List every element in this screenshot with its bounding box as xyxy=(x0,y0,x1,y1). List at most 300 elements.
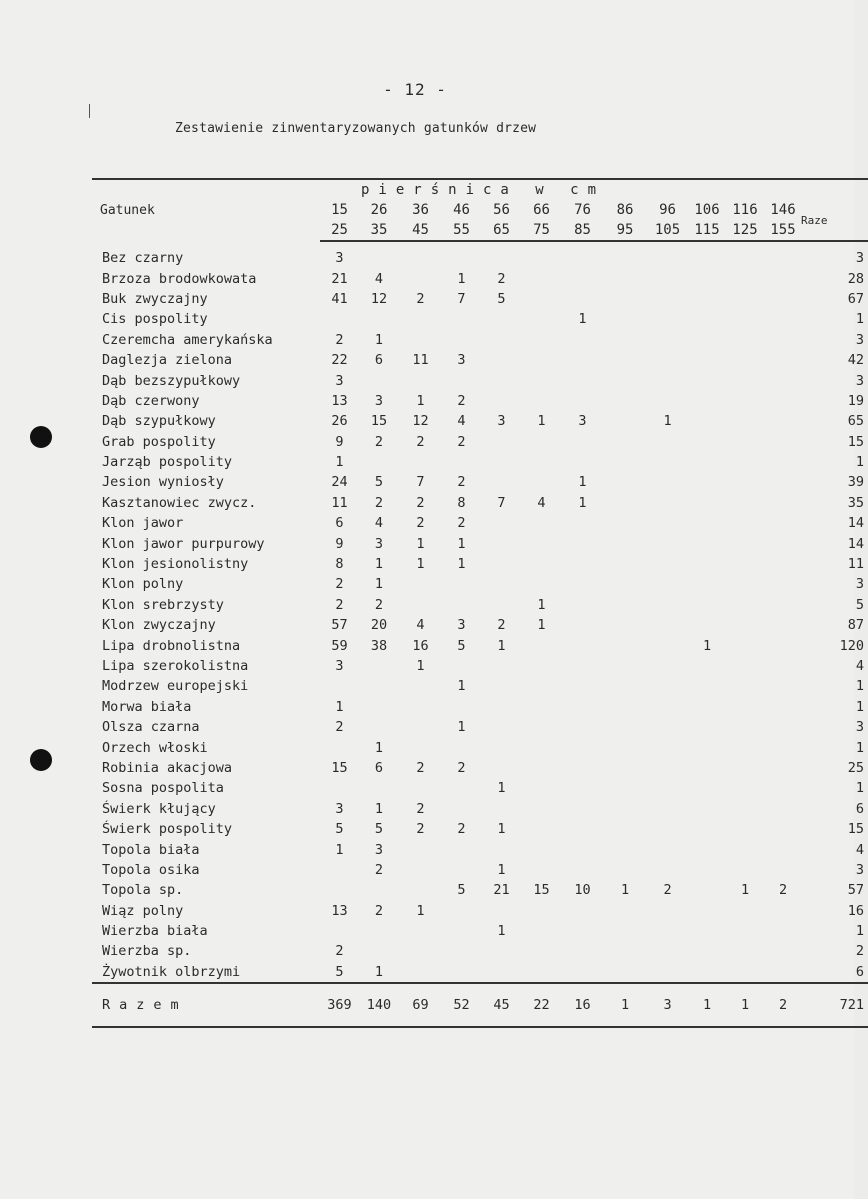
table-row xyxy=(92,697,868,717)
species-name: Klon polny xyxy=(102,576,184,593)
count-cell xyxy=(604,350,646,370)
table-row xyxy=(92,799,868,819)
count-cell xyxy=(522,513,561,533)
count-cell xyxy=(561,391,604,411)
row-total: 67 xyxy=(847,290,865,307)
count-cell xyxy=(399,962,442,983)
count-cell xyxy=(561,350,604,370)
count-cell xyxy=(442,656,481,676)
count-cell: 2 xyxy=(335,576,344,593)
row-total: 3 xyxy=(855,331,865,348)
count-cell xyxy=(725,411,765,431)
count-cell: 2 xyxy=(663,882,672,899)
count-cell: 5 xyxy=(374,821,384,838)
count-cell: 3 xyxy=(374,841,384,858)
count-cell: 1 xyxy=(578,311,587,328)
count-cell xyxy=(399,595,442,615)
count-cell: 5 xyxy=(457,637,466,654)
count-cell xyxy=(481,839,522,859)
count-cell xyxy=(604,656,646,676)
count-cell xyxy=(765,289,801,309)
count-cell: 5 xyxy=(457,882,466,899)
species-name: Bez czarny xyxy=(102,249,184,266)
count-cell xyxy=(442,778,481,798)
count-cell xyxy=(725,309,765,329)
count-cell xyxy=(646,289,689,309)
count-cell xyxy=(320,778,359,798)
count-cell xyxy=(522,309,561,329)
sum-cell: 1 xyxy=(604,983,646,1027)
row-total: 6 xyxy=(801,962,868,983)
count-cell xyxy=(689,309,725,329)
count-cell xyxy=(604,289,646,309)
row-total: 14 xyxy=(847,515,865,532)
row-total: 6 xyxy=(855,800,865,817)
count-cell xyxy=(646,778,689,798)
count-cell xyxy=(725,241,765,268)
species-name: Brzoza brodowkowata xyxy=(102,270,257,287)
row-total: 11 xyxy=(847,556,865,573)
count-cell xyxy=(689,758,725,778)
count-cell: 2 xyxy=(335,596,344,613)
count-cell: 10 xyxy=(574,882,591,899)
count-cell xyxy=(442,921,481,941)
count-cell: 3 xyxy=(457,617,466,634)
count-cell xyxy=(561,330,604,350)
species-name: Lipa szerokolistna xyxy=(102,658,249,674)
count-cell xyxy=(646,533,689,553)
count-cell xyxy=(522,839,561,859)
table-row xyxy=(92,330,868,350)
species-name: Dąb bezszypułkowy xyxy=(102,372,241,389)
count-cell: 1 xyxy=(374,576,384,593)
margin-mark xyxy=(89,104,90,118)
count-cell xyxy=(725,615,765,635)
count-cell xyxy=(481,472,522,492)
count-cell xyxy=(646,717,689,737)
count-cell: 1 xyxy=(497,637,506,654)
count-cell xyxy=(646,962,689,983)
count-cell xyxy=(689,452,725,472)
species-name: Daglezja zielona xyxy=(102,352,233,369)
count-cell xyxy=(725,370,765,390)
table-row xyxy=(92,860,868,880)
count-cell xyxy=(765,717,801,737)
count-cell: 2 xyxy=(374,902,384,919)
class-range-to: 35 xyxy=(370,222,388,238)
count-cell xyxy=(359,921,399,941)
diameter-class-header xyxy=(442,200,481,241)
count-cell: 1 xyxy=(620,882,630,899)
row-total: 5 xyxy=(855,596,865,613)
count-cell: 2 xyxy=(374,494,384,511)
class-range-from: 106 xyxy=(694,202,720,218)
count-cell: 1 xyxy=(457,678,466,695)
count-cell xyxy=(320,921,359,941)
row-total: 35 xyxy=(847,494,865,511)
count-cell xyxy=(646,513,689,533)
count-cell xyxy=(765,778,801,798)
count-cell xyxy=(646,309,689,329)
count-cell xyxy=(522,962,561,983)
count-cell xyxy=(725,554,765,574)
count-cell xyxy=(689,289,725,309)
count-cell xyxy=(725,289,765,309)
table-row xyxy=(92,737,868,757)
count-cell xyxy=(481,533,522,553)
count-cell xyxy=(646,432,689,452)
count-cell xyxy=(689,921,725,941)
table-row xyxy=(92,241,868,268)
count-cell xyxy=(442,574,481,594)
table-row xyxy=(92,411,868,431)
count-cell: 4 xyxy=(374,270,384,287)
count-cell xyxy=(442,860,481,880)
diameter-class-header xyxy=(689,200,725,241)
count-cell: 15 xyxy=(331,759,348,776)
table-row xyxy=(92,350,868,370)
count-cell xyxy=(689,676,725,696)
count-cell xyxy=(481,717,522,737)
count-cell xyxy=(765,391,801,411)
count-cell xyxy=(561,595,604,615)
diameter-class-header xyxy=(399,200,442,241)
row-total: 4 xyxy=(855,658,865,674)
count-cell xyxy=(359,941,399,961)
count-cell xyxy=(725,472,765,492)
count-cell xyxy=(399,697,442,717)
count-cell: 2 xyxy=(374,861,384,878)
sum-cell: 2 xyxy=(765,983,801,1027)
count-cell xyxy=(765,268,801,288)
count-cell: 9 xyxy=(335,535,344,552)
count-cell xyxy=(561,737,604,757)
count-cell xyxy=(646,799,689,819)
count-cell xyxy=(689,901,725,921)
table-row xyxy=(92,758,868,778)
count-cell xyxy=(689,860,725,880)
count-cell xyxy=(646,493,689,513)
count-cell xyxy=(725,962,765,983)
count-cell: 1 xyxy=(663,413,672,430)
count-cell xyxy=(561,574,604,594)
count-cell xyxy=(646,819,689,839)
species-name: Kasztanowiec zwycz. xyxy=(102,494,257,511)
count-cell xyxy=(359,676,399,696)
count-cell xyxy=(522,350,561,370)
count-cell: 3 xyxy=(457,352,466,369)
table-row xyxy=(92,554,868,574)
count-cell xyxy=(725,656,765,676)
sum-cell: 1 xyxy=(689,983,725,1027)
count-cell: 21 xyxy=(331,270,348,287)
count-cell xyxy=(522,391,561,411)
count-cell xyxy=(604,615,646,635)
row-total: 1 xyxy=(855,678,865,695)
count-cell xyxy=(765,411,801,431)
count-cell xyxy=(689,737,725,757)
count-cell xyxy=(604,493,646,513)
count-cell: 3 xyxy=(497,413,506,430)
sum-cell: 1 xyxy=(725,983,765,1027)
count-cell xyxy=(481,370,522,390)
count-cell xyxy=(725,921,765,941)
count-cell xyxy=(561,533,604,553)
count-cell xyxy=(561,432,604,452)
table-row xyxy=(92,962,868,983)
count-cell xyxy=(765,839,801,859)
count-cell xyxy=(604,901,646,921)
count-cell xyxy=(399,717,442,737)
class-range-from: 146 xyxy=(770,202,796,218)
count-cell xyxy=(765,941,801,961)
count-cell xyxy=(725,717,765,737)
row-total: 87 xyxy=(847,617,865,634)
count-cell xyxy=(561,656,604,676)
count-cell xyxy=(725,432,765,452)
count-cell xyxy=(646,676,689,696)
count-cell xyxy=(320,860,359,880)
count-cell: 15 xyxy=(370,413,388,430)
species-name: Wierzba biała xyxy=(102,923,208,940)
count-cell xyxy=(765,737,801,757)
species-name: Wiąz polny xyxy=(102,902,184,919)
count-cell: 1 xyxy=(416,902,425,919)
species-name: Modrzew europejski xyxy=(102,678,249,695)
count-cell xyxy=(481,513,522,533)
count-cell: 4 xyxy=(537,494,546,511)
page-number: - 12 - xyxy=(383,80,447,99)
species-name: Robinia akacjowa xyxy=(102,759,233,776)
count-cell xyxy=(359,697,399,717)
count-cell xyxy=(481,554,522,574)
grand-total: 721 xyxy=(801,983,868,1027)
count-cell xyxy=(725,901,765,921)
count-cell xyxy=(359,778,399,798)
count-cell xyxy=(646,472,689,492)
count-cell: 7 xyxy=(416,474,425,491)
class-range-to: 75 xyxy=(533,222,550,238)
table-row xyxy=(92,595,868,615)
count-cell xyxy=(442,241,481,268)
count-cell xyxy=(561,941,604,961)
count-cell xyxy=(646,656,689,676)
class-range-to: 85 xyxy=(574,222,591,238)
count-cell xyxy=(522,921,561,941)
sum-cell: 22 xyxy=(522,983,561,1027)
count-cell xyxy=(765,370,801,390)
count-cell xyxy=(689,411,725,431)
count-cell xyxy=(604,574,646,594)
count-cell xyxy=(604,778,646,798)
count-cell: 2 xyxy=(457,474,466,491)
diameter-class-header xyxy=(320,200,359,241)
count-cell xyxy=(399,941,442,961)
count-cell xyxy=(522,330,561,350)
species-name: Topola sp. xyxy=(102,882,184,899)
count-cell xyxy=(765,799,801,819)
count-cell xyxy=(481,350,522,370)
count-cell xyxy=(561,615,604,635)
count-cell xyxy=(765,452,801,472)
count-cell xyxy=(604,513,646,533)
count-cell xyxy=(481,758,522,778)
count-cell xyxy=(689,799,725,819)
count-cell: 6 xyxy=(374,759,384,776)
count-cell xyxy=(442,962,481,983)
count-cell xyxy=(522,289,561,309)
count-cell xyxy=(522,472,561,492)
punch-hole xyxy=(30,749,52,771)
count-cell xyxy=(725,778,765,798)
count-cell xyxy=(442,737,481,757)
count-cell: 3 xyxy=(335,658,344,674)
count-cell xyxy=(725,574,765,594)
table-row xyxy=(92,676,868,696)
diameter-unit-label: pierśnica w cm xyxy=(320,179,646,200)
count-cell xyxy=(442,595,481,615)
count-cell xyxy=(646,941,689,961)
table-row xyxy=(92,268,868,288)
count-cell xyxy=(765,595,801,615)
row-total: 1 xyxy=(855,311,865,328)
diameter-class-header xyxy=(561,200,604,241)
count-cell xyxy=(522,697,561,717)
count-cell xyxy=(399,370,442,390)
count-cell xyxy=(689,370,725,390)
count-cell xyxy=(689,241,725,268)
count-cell xyxy=(725,452,765,472)
count-cell xyxy=(522,241,561,268)
count-cell xyxy=(725,350,765,370)
count-cell xyxy=(522,758,561,778)
count-cell xyxy=(646,635,689,655)
count-cell: 2 xyxy=(497,617,506,634)
count-cell: 2 xyxy=(457,821,466,838)
count-cell xyxy=(561,268,604,288)
count-cell xyxy=(442,799,481,819)
count-cell xyxy=(320,737,359,757)
count-cell xyxy=(561,819,604,839)
count-cell xyxy=(689,574,725,594)
sum-label: Razem xyxy=(92,983,320,1027)
row-total: 1 xyxy=(855,739,865,756)
count-cell: 6 xyxy=(335,515,344,532)
count-cell xyxy=(646,615,689,635)
count-cell: 3 xyxy=(374,392,384,409)
count-cell xyxy=(442,452,481,472)
count-cell xyxy=(604,411,646,431)
count-cell xyxy=(604,799,646,819)
count-cell: 13 xyxy=(331,392,348,409)
count-cell: 5 xyxy=(497,290,506,307)
count-cell: 1 xyxy=(457,270,466,287)
count-cell xyxy=(765,330,801,350)
count-cell xyxy=(604,533,646,553)
class-range-to: 115 xyxy=(694,222,720,238)
class-range-from: 116 xyxy=(732,202,758,218)
count-cell: 9 xyxy=(335,433,344,450)
total-column-header: Raze xyxy=(801,200,868,241)
count-cell: 1 xyxy=(457,556,466,573)
count-cell xyxy=(522,737,561,757)
count-cell: 1 xyxy=(497,780,506,797)
count-cell xyxy=(604,697,646,717)
species-table xyxy=(92,178,868,1028)
count-cell: 2 xyxy=(416,433,425,450)
count-cell: 3 xyxy=(374,535,384,552)
count-cell xyxy=(481,656,522,676)
count-cell xyxy=(646,595,689,615)
count-cell: 2 xyxy=(416,821,425,838)
species-name: Wierzba sp. xyxy=(102,943,192,960)
count-cell xyxy=(646,839,689,859)
count-cell xyxy=(765,554,801,574)
count-cell xyxy=(689,880,725,900)
diameter-class-header xyxy=(604,200,646,241)
count-cell xyxy=(442,370,481,390)
species-name: Dąb czerwony xyxy=(102,392,200,409)
count-cell: 1 xyxy=(374,556,384,573)
row-total: 25 xyxy=(847,759,865,776)
count-cell xyxy=(604,635,646,655)
species-column-header: Gatunek xyxy=(92,179,320,241)
count-cell xyxy=(399,839,442,859)
count-cell xyxy=(399,921,442,941)
species-name: Topola biała xyxy=(102,841,200,858)
species-name: Jesion wyniosły xyxy=(102,474,224,491)
count-cell xyxy=(646,901,689,921)
row-total: 1 xyxy=(855,780,865,797)
count-cell xyxy=(646,697,689,717)
count-cell xyxy=(646,758,689,778)
count-cell: 2 xyxy=(416,800,425,817)
count-cell xyxy=(359,370,399,390)
count-cell xyxy=(646,370,689,390)
count-cell: 2 xyxy=(416,290,425,307)
class-range-from: 66 xyxy=(533,202,550,218)
count-cell xyxy=(765,493,801,513)
count-cell: 3 xyxy=(335,372,344,389)
count-cell xyxy=(561,799,604,819)
species-name: Buk zwyczajny xyxy=(102,290,208,307)
count-cell xyxy=(725,799,765,819)
count-cell xyxy=(604,860,646,880)
row-total: 16 xyxy=(847,902,865,919)
count-cell xyxy=(689,350,725,370)
count-cell xyxy=(442,697,481,717)
row-total: 19 xyxy=(847,392,865,409)
row-total: 3 xyxy=(855,719,865,736)
count-cell xyxy=(522,819,561,839)
count-cell xyxy=(522,860,561,880)
species-name: Sosna pospolita xyxy=(102,780,224,797)
table-row xyxy=(92,574,868,594)
count-cell: 2 xyxy=(457,759,466,776)
count-cell: 41 xyxy=(331,290,348,307)
count-cell xyxy=(689,391,725,411)
count-cell: 5 xyxy=(335,821,344,838)
count-cell: 8 xyxy=(457,494,466,511)
species-name: Klon jawor purpurowy xyxy=(102,535,265,552)
count-cell: 12 xyxy=(412,413,429,430)
count-cell xyxy=(604,432,646,452)
count-cell xyxy=(320,676,359,696)
count-cell: 1 xyxy=(578,474,587,491)
count-cell xyxy=(561,241,604,268)
count-cell xyxy=(481,309,522,329)
table-row xyxy=(92,533,868,553)
